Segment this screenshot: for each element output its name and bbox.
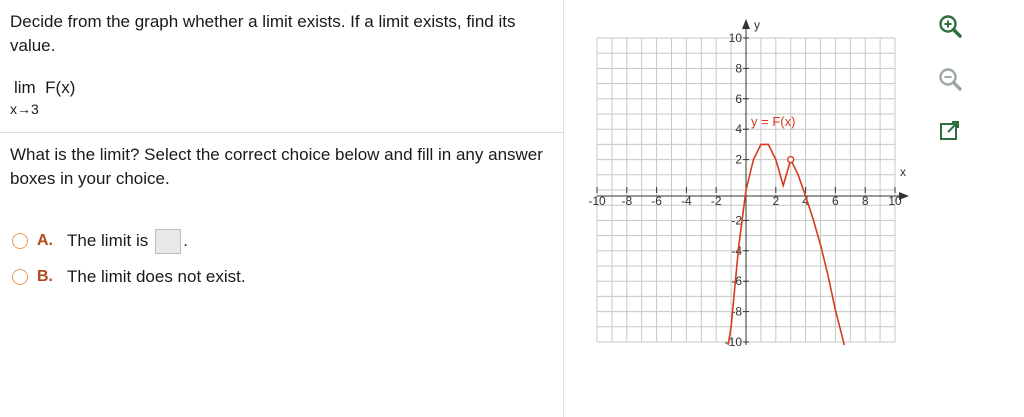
x-tick-label: -4 (681, 194, 692, 208)
choice-a-period: . (183, 231, 188, 250)
choice-b-radio[interactable] (12, 269, 28, 285)
x-tick-label: 8 (861, 194, 869, 208)
curve-segment-2 (791, 160, 845, 345)
question-prompt: Decide from the graph whether a limit exists. If a limit exists, find its value. (10, 12, 516, 55)
x-tick-label: -6 (651, 194, 662, 208)
popout-icon (935, 116, 965, 146)
choice-b-text: The limit does not exist. (67, 267, 246, 286)
limit-answer-box[interactable] (155, 229, 181, 254)
y-tick-label: 10 (728, 31, 742, 45)
y-tick-label: 4 (735, 122, 742, 137)
panel-divider (563, 0, 564, 417)
y-tick-label: -4 (731, 243, 742, 258)
y-tick-label: 2 (735, 152, 742, 167)
x-tick-label: 10 (888, 194, 902, 208)
section-divider (0, 132, 563, 133)
y-axis-label: y (754, 18, 760, 32)
x-tick-label: -2 (710, 194, 722, 208)
choice-a-letter: A. (37, 232, 53, 249)
choice-a-text: The limit is (67, 231, 149, 250)
choice-a-radio[interactable] (12, 233, 28, 249)
y-tick-label: 8 (735, 61, 742, 76)
y-tick-label: -10 (724, 335, 742, 349)
question-instruction: What is the limit? Select the correct choice below and fill in any answer boxes in your choice. (10, 145, 543, 188)
y-tick-label: -2 (731, 213, 742, 228)
zoom-out-icon (935, 65, 965, 95)
y-axis-arrow (742, 19, 750, 29)
zoom-out-button[interactable] (935, 65, 965, 95)
limit-expression: lim F(x) (14, 78, 76, 97)
function-graph (580, 10, 925, 350)
choice-b[interactable] (12, 265, 246, 289)
zoom-in-icon (935, 12, 965, 42)
y-tick-label: -8 (731, 304, 742, 319)
x-tick-label: 2 (772, 194, 780, 208)
open-endpoint-marker (788, 157, 794, 163)
y-tick-label: -6 (731, 274, 742, 289)
x-tick-label: 4 (802, 194, 809, 208)
choice-a[interactable] (12, 229, 188, 253)
x-tick-label: -10 (588, 194, 606, 208)
x-tick-label: -8 (621, 194, 633, 208)
function-label: y = F(x) (751, 114, 796, 129)
limit-subscript: x→3 (10, 101, 39, 117)
choice-b-letter: B. (37, 268, 53, 285)
x-axis-label: x (900, 165, 906, 179)
y-tick-label: 6 (735, 91, 742, 106)
popout-button[interactable] (935, 116, 965, 146)
zoom-in-button[interactable] (935, 12, 965, 42)
x-tick-label: 6 (832, 194, 839, 208)
